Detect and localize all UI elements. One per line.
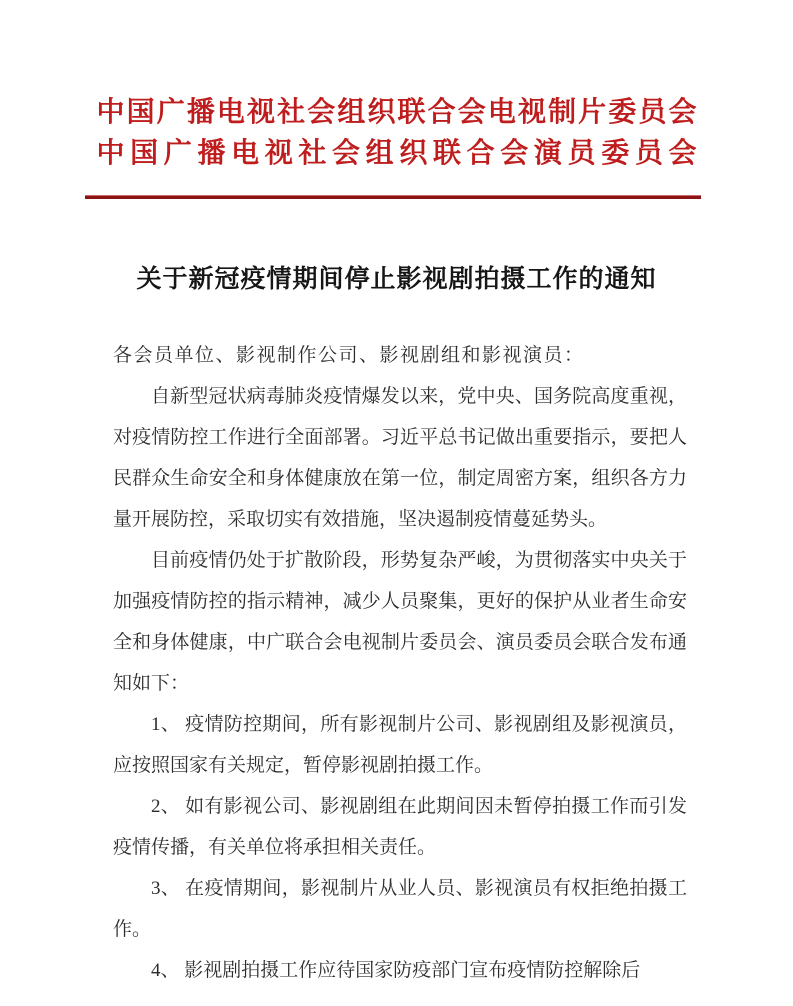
body-paragraph-1: 自新型冠状病毒肺炎疫情爆发以来，党中央、国务院高度重视，对疫情防控工作进行全面部署。习近平总书记做出重要指示，要把人民群众生命安全和身体健康放在第一位，制定周密方案，组织各方力量开展防控，采取切实有效措施，坚决遏制疫情蔓延势头。 <box>113 386 687 530</box>
letterhead <box>97 0 697 174</box>
letterhead-divider-rule <box>85 195 701 199</box>
document-title: 关于新冠疫情期间停止影视剧拍摄工作的通知 <box>136 265 657 293</box>
notice-item-1: 1、 疫情防控期间，所有影视制片公司、影视剧组及影视演员，应按照国家有关规定，暂停影视剧拍摄工作。 <box>113 714 687 776</box>
notice-item-2: 2、 如有影视公司、影视剧组在此期间因未暂停拍摄工作而引发疫情传播，有关单位将承担相关责任。 <box>113 796 687 858</box>
org-name-line-1: 中国广播电视社会组织联合会电视制片委员会 <box>96 97 697 128</box>
body-paragraph-2: 目前疫情仍处于扩散阶段，形势复杂严峻，为贯彻落实中央关于加强疫情防控的指示精神，减少人员聚集，更好的保护从业者生命安全和身体健康，中广联合会电视制片委员会、演员委员会联合发布通知如下： <box>113 550 687 694</box>
salutation-line: 各会员单位、影视制作公司、影视剧组和影视演员： <box>113 345 585 366</box>
notice-item-3: 3、 在疫情期间，影视制片从业人员、影视演员有权拒绝拍摄工作。 <box>113 878 687 940</box>
notice-item-4: 4、 影视剧拍摄工作应待国家防疫部门宣布疫情防控解除后 <box>151 960 641 981</box>
org-name-line-2: 中国广播电视社会组织联合会演员委员会 <box>96 138 697 169</box>
document-body <box>113 335 687 991</box>
